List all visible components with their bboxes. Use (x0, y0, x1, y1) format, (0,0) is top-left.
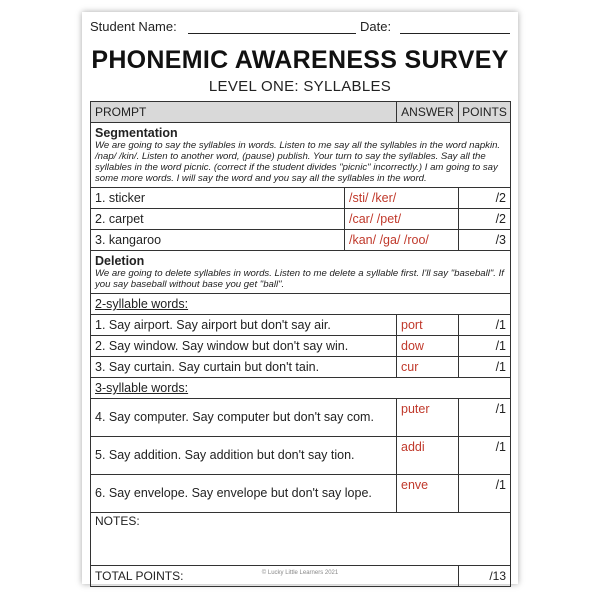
total-points-label: TOTAL POINTS: (91, 566, 459, 587)
points-cell[interactable]: /1 (459, 336, 511, 357)
table-row (91, 399, 511, 437)
deletion-title: Deletion (95, 254, 145, 268)
deletion-section (91, 251, 511, 294)
segmentation-answer: /car/ /pet/ (345, 209, 459, 230)
deletion-prompt: 6. Say envelope. Say envelope but don't say lope. (91, 475, 397, 513)
segmentation-answer: /kan/ /ga/ /roo/ (345, 230, 459, 251)
points-cell[interactable]: /1 (459, 357, 511, 378)
copyright-footer: © Lucky Little Learners 2021 (261, 570, 339, 576)
segmentation-answer: /sti/ /ker/ (345, 188, 459, 209)
subsection-row (91, 294, 511, 315)
table-row (91, 336, 511, 357)
points-cell[interactable]: /1 (459, 475, 511, 513)
survey-table (90, 101, 511, 587)
total-row (91, 566, 511, 587)
three-syllable-label: 3-syllable words: (91, 378, 511, 399)
date-label: Date: (360, 19, 392, 34)
notes-label[interactable]: NOTES: (91, 513, 511, 566)
segmentation-prompt: 3. kangaroo (91, 230, 345, 251)
segmentation-prompt: 1. sticker (91, 188, 345, 209)
table-row (91, 357, 511, 378)
points-cell[interactable]: /1 (459, 399, 511, 437)
points-cell[interactable]: /2 (459, 188, 511, 209)
deletion-prompt: 5. Say addition. Say addition but don't say tion. (91, 437, 397, 475)
total-points-value[interactable]: /13 (459, 566, 511, 587)
answer-column-header: ANSWER (397, 102, 459, 123)
deletion-prompt: 4. Say computer. Say computer but don't say com. (91, 399, 397, 437)
table-row (91, 315, 511, 336)
deletion-instructions: We are going to delete syllables in words. Listen to me delete a syllable first. I'll say "baseball". If you say baseball without base you get "ball". (95, 268, 504, 290)
table-row (91, 209, 511, 230)
table-row (91, 230, 511, 251)
deletion-prompt: 3. Say curtain. Say curtain but don't tain. (91, 357, 397, 378)
student-name-label: Student Name: (90, 19, 177, 34)
deletion-answer: cur (397, 357, 459, 378)
table-header-row (91, 102, 511, 123)
deletion-answer: addi (397, 437, 459, 475)
two-syllable-label: 2-syllable words: (91, 294, 511, 315)
student-info-line (90, 19, 510, 39)
deletion-prompt: 1. Say airport. Say airport but don't say air. (91, 315, 397, 336)
points-cell[interactable]: /2 (459, 209, 511, 230)
segmentation-title: Segmentation (95, 126, 178, 140)
table-row (91, 475, 511, 513)
subsection-row (91, 378, 511, 399)
points-cell[interactable]: /1 (459, 315, 511, 336)
deletion-answer: port (397, 315, 459, 336)
student-name-field[interactable] (188, 19, 356, 34)
deletion-prompt: 2. Say window. Say window but don't say win. (91, 336, 397, 357)
notes-row[interactable] (91, 513, 511, 566)
segmentation-prompt: 2. carpet (91, 209, 345, 230)
table-row (91, 437, 511, 475)
page-title: PHONEMIC AWARENESS SURVEY (91, 46, 509, 74)
segmentation-instructions: We are going to say the syllables in words. Listen to me say all the syllables in the word napkin. /nap/ /kin/. Listen to another word, (pause) publish. Your turn to say the syllables. Say all the syllables in the word picnic. (correct if the student divides "picnic" incorrectly.) I am going to say some more words. I will say the word and you say all the syllables in the word. (95, 140, 501, 184)
table-row (91, 188, 511, 209)
prompt-column-header: PROMPT (91, 102, 397, 123)
deletion-answer: dow (397, 336, 459, 357)
segmentation-section (91, 123, 511, 188)
points-cell[interactable]: /1 (459, 437, 511, 475)
page-subtitle: LEVEL ONE: SYLLABLES (208, 78, 392, 95)
deletion-answer: enve (397, 475, 459, 513)
points-cell[interactable]: /3 (459, 230, 511, 251)
points-column-header: POINTS (459, 102, 511, 123)
date-field[interactable] (400, 19, 510, 34)
deletion-answer: puter (397, 399, 459, 437)
worksheet-page (82, 12, 518, 584)
